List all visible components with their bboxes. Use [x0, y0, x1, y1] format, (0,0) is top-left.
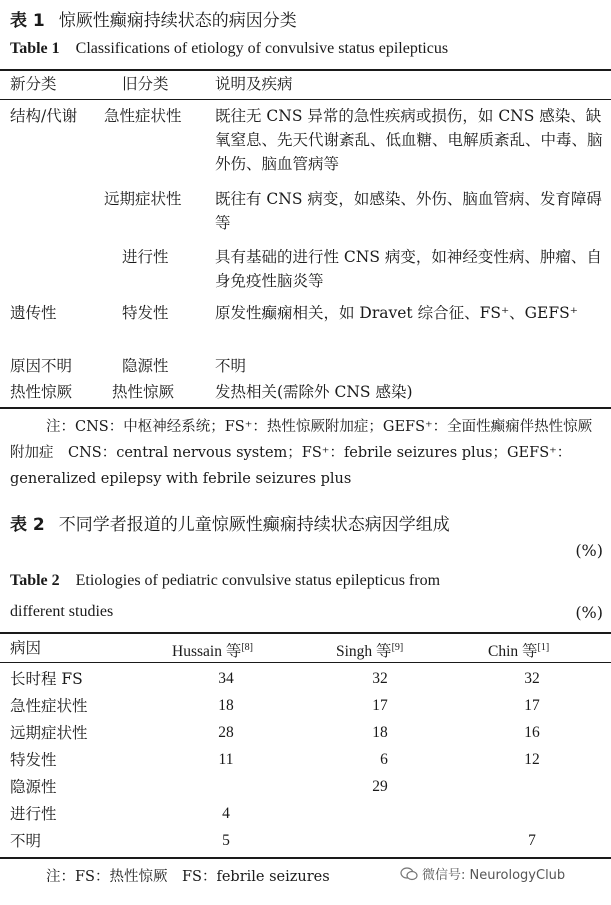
table2-row3-singh: 18: [372, 724, 388, 741]
table2-row6-hussain: 4: [222, 805, 230, 822]
table1-row2-old: 远期症状性: [104, 190, 182, 208]
table1-row1-new: 结构/代谢: [10, 107, 78, 125]
table2-top-rule: [0, 632, 611, 634]
table1-title-en-text: Classifications of etiology of convulsive status epilepticus: [75, 40, 449, 57]
table2-header-etiology: 病因: [10, 639, 42, 657]
table2-row5-label: 隐源性: [10, 778, 57, 796]
table2-row7-hussain: 5: [222, 832, 230, 849]
table2-row7-chin: 7: [528, 832, 536, 849]
table2-row1-singh: 32: [372, 670, 388, 687]
table2-row1-chin: 32: [524, 670, 540, 687]
table2-header-hussain: Hussain 等[8]: [172, 642, 253, 661]
table2-row1-label: 长时程 FS: [10, 670, 83, 688]
table2-label-en: Table 2: [10, 572, 60, 589]
table1-row4-new: 遗传性: [10, 304, 57, 322]
table1-header-new: 新分类: [10, 75, 57, 93]
table1-label-en: Table 1: [10, 40, 60, 57]
table2-row2-chin: 17: [524, 697, 540, 714]
table2-title-en-line1: Etiologies of pediatric convulsive status epilepticus from: [75, 572, 441, 589]
table2-header-singh: Singh 等[9]: [336, 642, 404, 661]
table2-row7-label: 不明: [10, 832, 42, 850]
table1-label-cn: 表 1: [10, 11, 45, 31]
table1-header-desc: 说明及疾病: [215, 75, 293, 93]
table1-note: 注：CNS：中枢神经系统；FS⁺：热性惊厥附加症；GEFS⁺：全面性癫痫伴热性惊厥附加症 CNS：central nervous system；FS⁺：febrile seizures plus；GEFS⁺：generalized epilepsy with febrile seizures plus: [10, 419, 593, 487]
table1-row6-new: 热性惊厥: [10, 383, 73, 401]
table2-row3-hussain: 28: [218, 724, 234, 741]
table1-row5-new: 原因不明: [10, 357, 73, 375]
table1-title-cn: [10, 6, 297, 31]
table2-row2-hussain: 18: [218, 697, 234, 714]
table2-header-rule: [0, 662, 611, 663]
table1-row1-old: 急性症状性: [104, 107, 182, 125]
table1-row3-old: 进行性: [122, 248, 169, 266]
table2-title-cn-text: 不同学者报道的儿童惊厥性癫痫持续状态病因学组成: [58, 515, 450, 535]
table1-bottom-rule: [0, 407, 611, 409]
table2-title-en: [10, 572, 440, 590]
table1-row4-desc: 原发性癫痫相关，如 Dravet 综合征、FS⁺、GEFS⁺: [215, 304, 578, 322]
table2-unit-en: (%): [575, 603, 603, 622]
table1-header-old: 旧分类: [122, 75, 169, 93]
table2-title-en-line2: different studies: [10, 603, 114, 620]
table2-row2-singh: 17: [372, 697, 388, 714]
table1-row6-old: 热性惊厥: [112, 383, 175, 401]
table2-unit-top: (%): [575, 541, 603, 560]
table2-bottom-rule: [0, 857, 611, 859]
table1-top-rule: [0, 69, 611, 71]
table2-row4-label: 特发性: [10, 751, 57, 769]
table1-row4-old: 特发性: [122, 304, 169, 322]
table2-row4-chin: 12: [524, 751, 540, 768]
table1-row2-desc: 既往有 CNS 病变，如感染、外伤、脑血管病、发育障碍等: [215, 190, 602, 232]
table1-title-cn-text: 惊厥性癫痫持续状态的病因分类: [58, 11, 297, 31]
table2-row4-singh: 6: [380, 751, 388, 768]
wechat-icon: [400, 867, 418, 881]
table1-row3-desc: 具有基础的进行性 CNS 病变，如神经变性病、肿瘤、自身免疫性脑炎等: [215, 248, 602, 290]
table2-row3-chin: 16: [524, 724, 540, 741]
table2-label-cn: 表 2: [10, 515, 45, 535]
table2-note: 注：FS：热性惊厥 FS：febrile seizures: [46, 869, 330, 885]
table2-row5-singh: 29: [372, 778, 388, 795]
table1-row6-desc: 发热相关(需除外 CNS 感染): [215, 383, 413, 401]
table2-row6-label: 进行性: [10, 805, 57, 823]
table2-header-chin: Chin 等[1]: [488, 642, 550, 661]
table2-title-cn: [10, 510, 450, 535]
table1-header-rule: [0, 99, 611, 100]
table2-row1-hussain: 34: [218, 670, 234, 687]
watermark: [400, 864, 565, 883]
table1-row1-desc: 既往无 CNS 异常的急性疾病或损伤，如 CNS 感染、缺氧窒息、先天代谢紊乱、低血糖、电解质紊乱、中毒、脑外伤、脑血管病等: [215, 107, 603, 173]
table1-row5-desc: 不明: [215, 357, 247, 375]
table2-row4-hussain: 11: [218, 751, 234, 768]
table1-row5-old: 隐源性: [122, 357, 169, 375]
table1-title-en: [10, 40, 448, 58]
table2-row3-label: 远期症状性: [10, 724, 88, 742]
table2-row2-label: 急性症状性: [10, 697, 88, 715]
watermark-text: 微信号: NeurologyClub: [422, 868, 566, 883]
